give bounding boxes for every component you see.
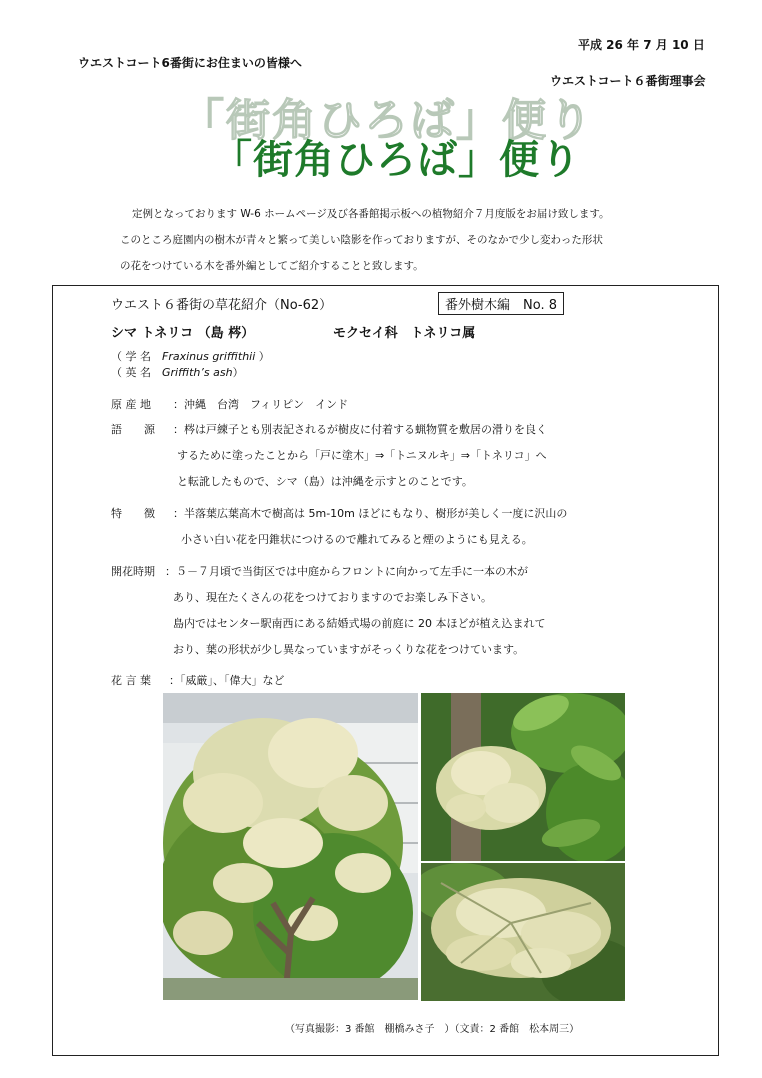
- flower-language-text: ：「威厳」、「偉大」など: [169, 674, 285, 687]
- bloom-label: 開花時期: [111, 565, 155, 578]
- date: 平成 26 年 7 月 10 日: [578, 38, 705, 52]
- etymology-label: 語 源: [111, 423, 155, 436]
- english-name-row: [111, 364, 244, 380]
- flower-cluster-photo: [421, 693, 625, 861]
- series-tag: 番外樹木編 No. 8: [438, 292, 564, 315]
- sender-line: ウエストコート６番街理事会: [550, 74, 706, 88]
- bloom-line-4: おり、葉の形状が少し異なっていますがそっくりな花をつけています。: [173, 643, 525, 656]
- page-title: 「街角ひろば」便り: [212, 136, 581, 183]
- sci-name: Fraxinus griffithii: [162, 350, 256, 363]
- etymology-line-1: ：梣は戸練子とも別表記されるが樹皮に付着する蝋物質を敷居の滑りを良く: [173, 423, 547, 436]
- title-shadow: 「街角ひろば」便り: [180, 95, 594, 146]
- flower-language-label: 花 言 葉: [111, 674, 151, 687]
- plant-family: モクセイ科 トネリコ属: [333, 326, 476, 341]
- bloom-line-1: ：５－７月頃で当街区では中庭からフロントに向かって左手に一本の木が: [165, 565, 528, 578]
- sci-end: ）: [255, 350, 270, 363]
- flower-closeup-photo-image: [421, 863, 625, 1001]
- origin-text: ：沖縄 台湾 フィリピン インド: [173, 398, 349, 411]
- recipient-line: ウエストコート6番街にお住まいの皆様へ: [78, 56, 302, 70]
- intro-line-3: の花をつけている木を番外編としてご紹介することと致します。: [120, 260, 424, 272]
- intro-line-1: 定例となっております W-6 ホームページ及び各番館掲示板への植物紹介７月度版をお届け致します。: [132, 208, 610, 220]
- etymology-line-2: するために塗ったことから「戸に塗木」⇒「トニヌルキ」⇒「トネリコ」へ: [177, 449, 547, 462]
- intro-line-2: このところ庭園内の樹木が青々と繁って美しい陰影を作っておりますが、そのなかで少し変わった形状: [120, 234, 603, 246]
- bloom-line-2: あり、現在たくさんの花をつけておりますのでお楽しみ下さい。: [173, 591, 492, 604]
- photo-caption: （写真撮影：3 番館 棚橋みさ子 ）（文責：2 番館 松本周三）: [285, 1024, 580, 1035]
- scientific-name-row: [111, 348, 270, 364]
- flower-closeup-photo: [421, 863, 625, 1001]
- en-label: （ 英 名: [111, 366, 162, 379]
- tree-photo-image: [163, 693, 418, 1000]
- tree-photo: [163, 693, 418, 1000]
- flower-cluster-photo-image: [421, 693, 625, 861]
- sci-label: （ 学 名: [111, 350, 162, 363]
- en-end: ）: [232, 366, 244, 379]
- article-frame: [52, 285, 719, 1056]
- plant-name: シマ トネリコ （島 梣）: [111, 326, 255, 341]
- etymology-line-3: と転訛したもので、シマ（島）は沖縄を示すとのことです。: [177, 475, 473, 488]
- feature-line-2: 小さい白い花を円錐状につけるので離れてみると煙のようにも見える。: [181, 533, 533, 546]
- en-name: Griffith’s ash: [162, 366, 233, 379]
- origin-label: 原 産 地: [111, 398, 151, 411]
- feature-line-1: ：半落葉広葉高木で樹高は 5m-10m ほどにもなり、樹形が美しく一度に沢山の: [173, 507, 568, 520]
- feature-label: 特 徴: [111, 507, 155, 520]
- series-title: ウエスト６番街の草花紹介（No-62）: [111, 298, 333, 313]
- bloom-line-3: 島内ではセンター駅南西にある結婚式場の前庭に 20 本ほどが植え込まれて: [173, 617, 546, 630]
